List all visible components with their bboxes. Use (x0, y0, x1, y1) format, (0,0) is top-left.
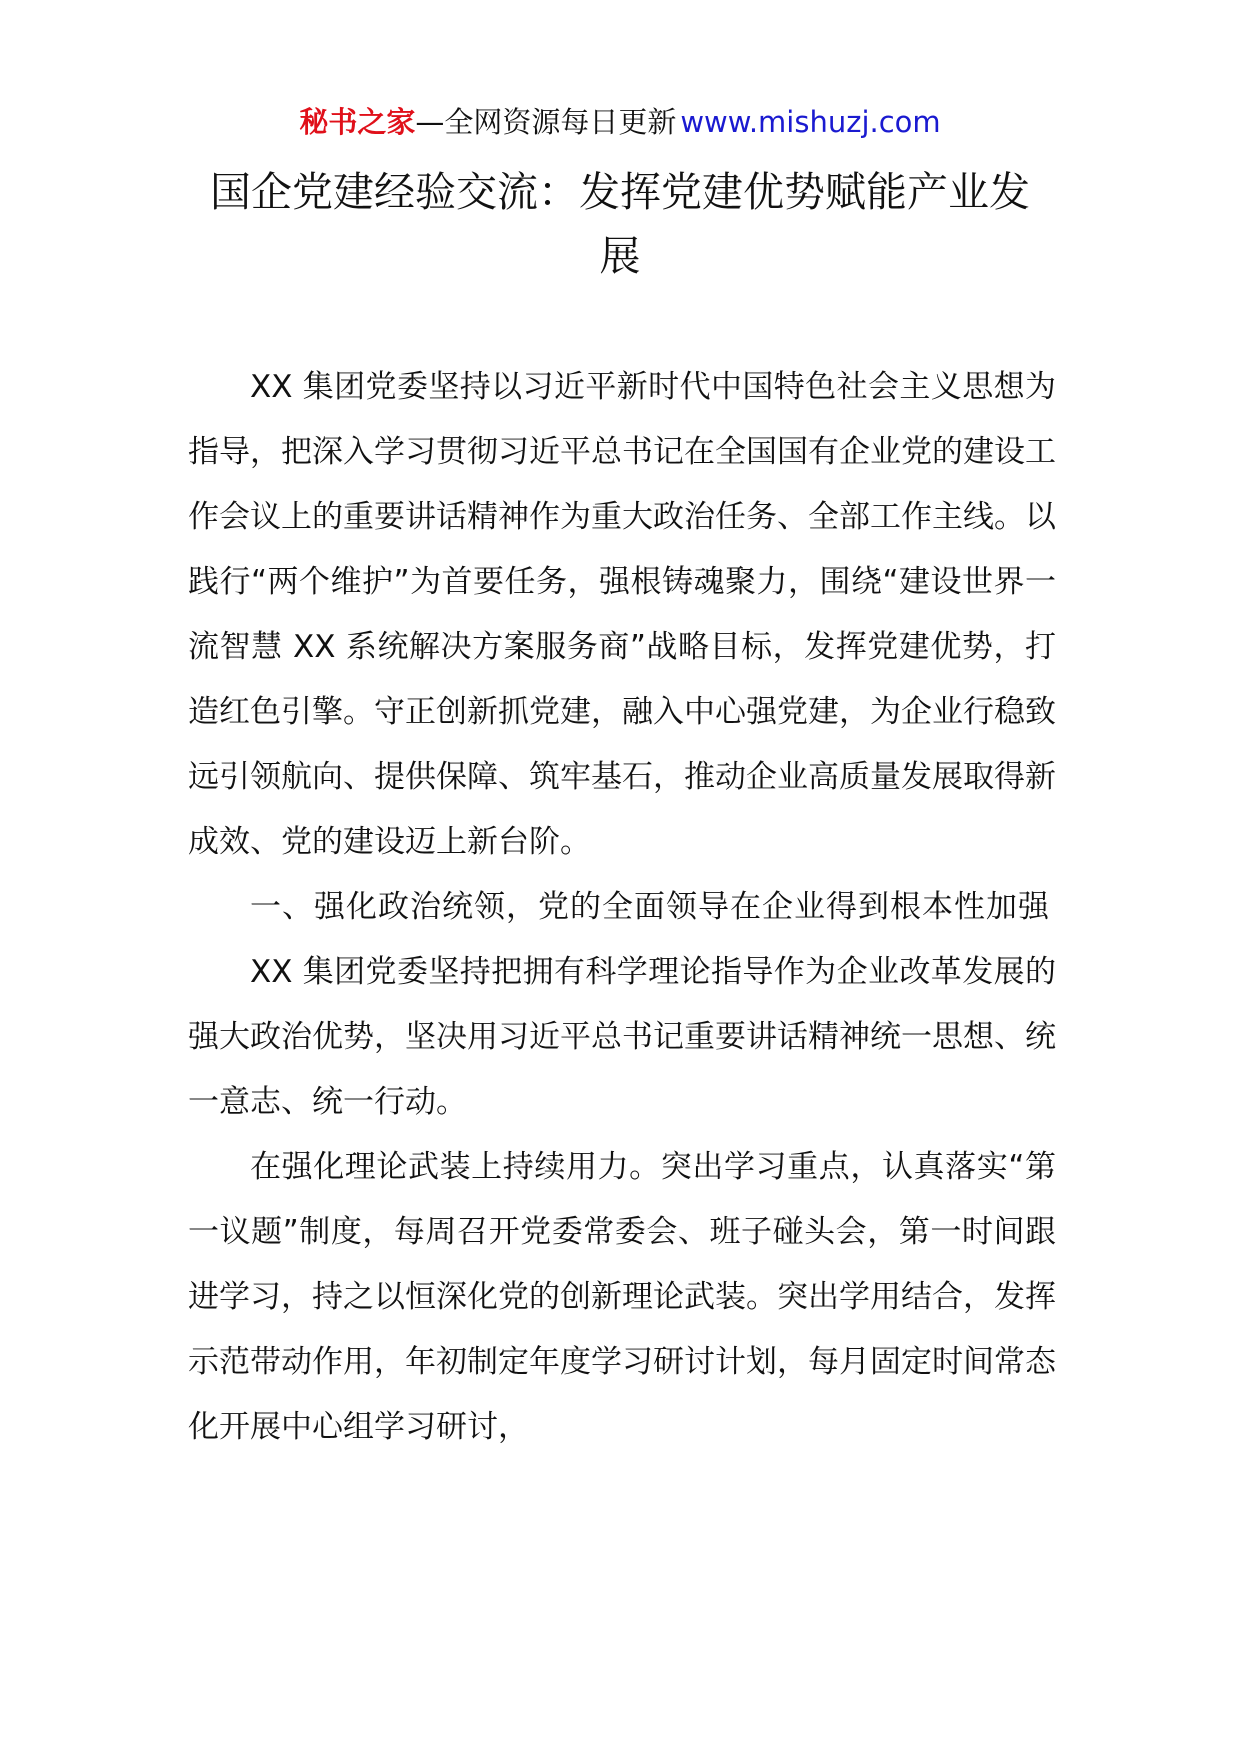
site-url-link[interactable]: www.mishuzj.com (680, 105, 941, 139)
section-paragraph: 在强化理论武装上持续用力。突出学习重点，认真落实“第一议题”制度，每周召开党委常委会、班子碰头会，第一时间跟进学习，持之以恒深化党的创新理论武装。突出学用结合，发挥示范带动作用，年初制定年度学习研讨计划，每月固定时间常态化开展中心组学习研讨， (188, 1149, 1056, 1445)
section-paragraph: XX 集团党委坚持把拥有科学理论指导作为企业改革发展的强大政治优势，坚决用习近平总书记重要讲话精神统一思想、统一意志、统一行动。 (188, 954, 1056, 1120)
header-slogan: —全网资源每日更新 (415, 105, 677, 139)
document-body (188, 355, 1056, 1460)
brand-name: 秘书之家 (299, 105, 416, 139)
intro-paragraph: XX 集团党委坚持以习近平新时代中国特色社会主义思想为指导，把深入学习贯彻习近平总书记在全国国有企业党的建设工作会议上的重要讲话精神作为重大政治任务、全部工作主线。以践行“两个维护”为首要任务，强根铸魂聚力，围绕“建设世界一流智慧 XX 系统解决方案服务商”战略目标，发挥党建优势，打造红色引擎。守正创新抓党建，融入中心强党建，为企业行稳致远引领航向、提供保障、筑牢基石，推动企业高质量发展取得新成效、党的建设迈上新台阶。 (188, 369, 1056, 860)
document-title: 国企党建经验交流：发挥党建优势赋能产业发展 (210, 168, 1030, 280)
section-heading: 一、强化政治统领，党的全面领导在企业得到根本性加强 (250, 889, 1050, 925)
site-header (0, 100, 1240, 144)
